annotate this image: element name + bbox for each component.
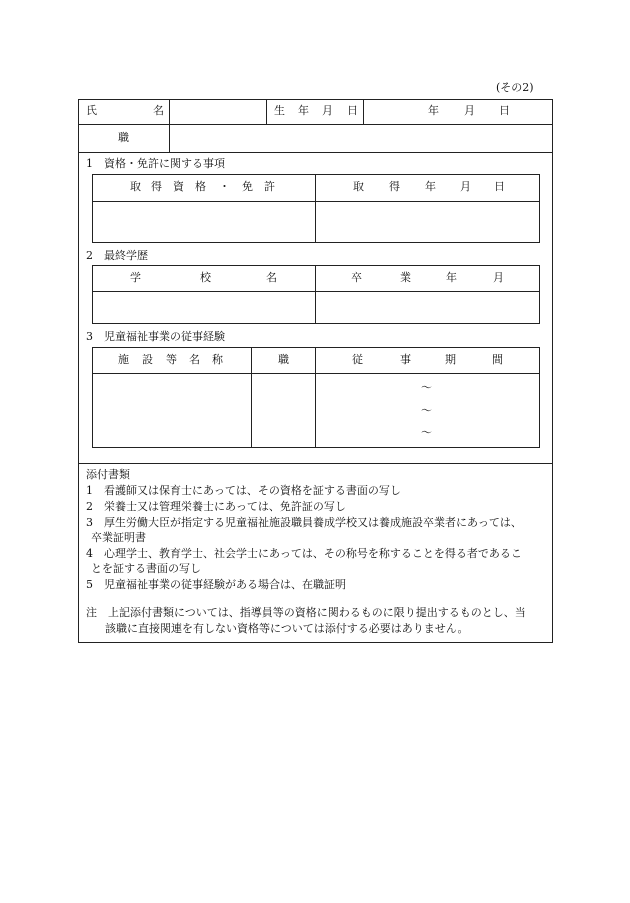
period-tilde-3: ～ xyxy=(421,426,432,439)
section3-col2-header: 職 xyxy=(278,353,289,366)
attachments-note-line1: 注 上記添付書類については、指導員等の資格に関わるものに限り提出するものとし、当 xyxy=(86,606,526,619)
birth-label-4: 日 xyxy=(347,104,358,117)
section3-facility-cell[interactable] xyxy=(93,374,250,447)
birth-value-month: 月 xyxy=(464,104,475,117)
page-label: (その2) xyxy=(496,81,534,94)
section2-graduation-cell[interactable] xyxy=(316,292,539,323)
document-page: (その2) 氏 名 生 年 月 日 年 月 日 職 1 資格・免許に関する事項 取 得 資 格 ・ 免 許 取 得 年 月 日 2 最終学歴 学 校 名 卒 業 年 月 3 児童福祉事業の従事経験 施 設 等 名 称 職 従 事 期 間 ～ ～ ～ 添付書類 1 看護師又は保育士にあっては、その資格を証する書面の写し 2 栄養士又は管理栄養士にあっては、免許証の写し 3 厚生労働大臣が指定する児童福祉施設職員養成学校又は養成施設卒業者にあっては、 卒業証明書 4 心理学士、教育学士、社会学士にあっては、その称号を称することを得る者であるこ とを証する書面の写し 5 児童福祉事業の従事経験がある場合は、在職証明 注 上記添付書類については、指導員等の資格に関わるものに限り提出するものとし、当 該職に直接関連を有しない資格等については添付する必要はありません。 xyxy=(0,0,630,903)
attachment-item-3: 3 厚生労働大臣が指定する児童福祉施設職員養成学校又は養成施設卒業者にあっては、 xyxy=(86,516,522,529)
job-label: 職 xyxy=(118,131,129,144)
attachment-item-4-cont: とを証する書面の写し xyxy=(91,562,201,575)
attachments-divider xyxy=(78,463,553,464)
attachment-item-2: 2 栄養士又は管理栄養士にあっては、免許証の写し xyxy=(86,500,346,513)
birth-label-3: 月 xyxy=(322,104,333,117)
attachment-item-5: 5 児童福祉事業の従事経験がある場合は、在職証明 xyxy=(86,578,346,591)
name-value-field[interactable] xyxy=(170,100,265,123)
attachment-item-3-cont: 卒業証明書 xyxy=(91,531,146,544)
birth-value-day: 日 xyxy=(499,104,510,117)
attachments-note-line2: 該職に直接関連を有しない資格等については添付する必要はありません。 xyxy=(105,622,469,635)
header-bottom-line xyxy=(78,152,553,153)
period-tilde-2: ～ xyxy=(421,404,432,417)
job-value-field[interactable] xyxy=(170,125,552,151)
period-tilde-1: ～ xyxy=(421,381,432,394)
name-label-a: 氏 xyxy=(86,104,97,117)
section1-license-cell[interactable] xyxy=(93,202,314,242)
section1-title: 1 資格・免許に関する事項 xyxy=(86,157,225,170)
birth-label-2: 年 xyxy=(298,104,309,117)
section2-title: 2 最終学歴 xyxy=(86,249,148,262)
section2-school-cell[interactable] xyxy=(93,292,314,323)
attachment-item-1: 1 看護師又は保育士にあっては、その資格を証する書面の写し xyxy=(86,484,401,497)
birth-label-1: 生 xyxy=(274,104,285,117)
birth-value-year: 年 xyxy=(428,104,439,117)
attachment-item-4: 4 心理学士、教育学士、社会学士にあっては、その称号を称することを得る者であるこ xyxy=(86,547,522,560)
birth-label-right-line xyxy=(363,99,364,124)
name-label-b: 名 xyxy=(153,104,164,117)
attachments-title: 添付書類 xyxy=(86,468,130,481)
section1-date-cell[interactable] xyxy=(316,202,539,242)
section3-title: 3 児童福祉事業の従事経験 xyxy=(86,330,225,343)
section3-job-cell[interactable] xyxy=(252,374,314,447)
birth-label-left-line xyxy=(266,99,267,124)
